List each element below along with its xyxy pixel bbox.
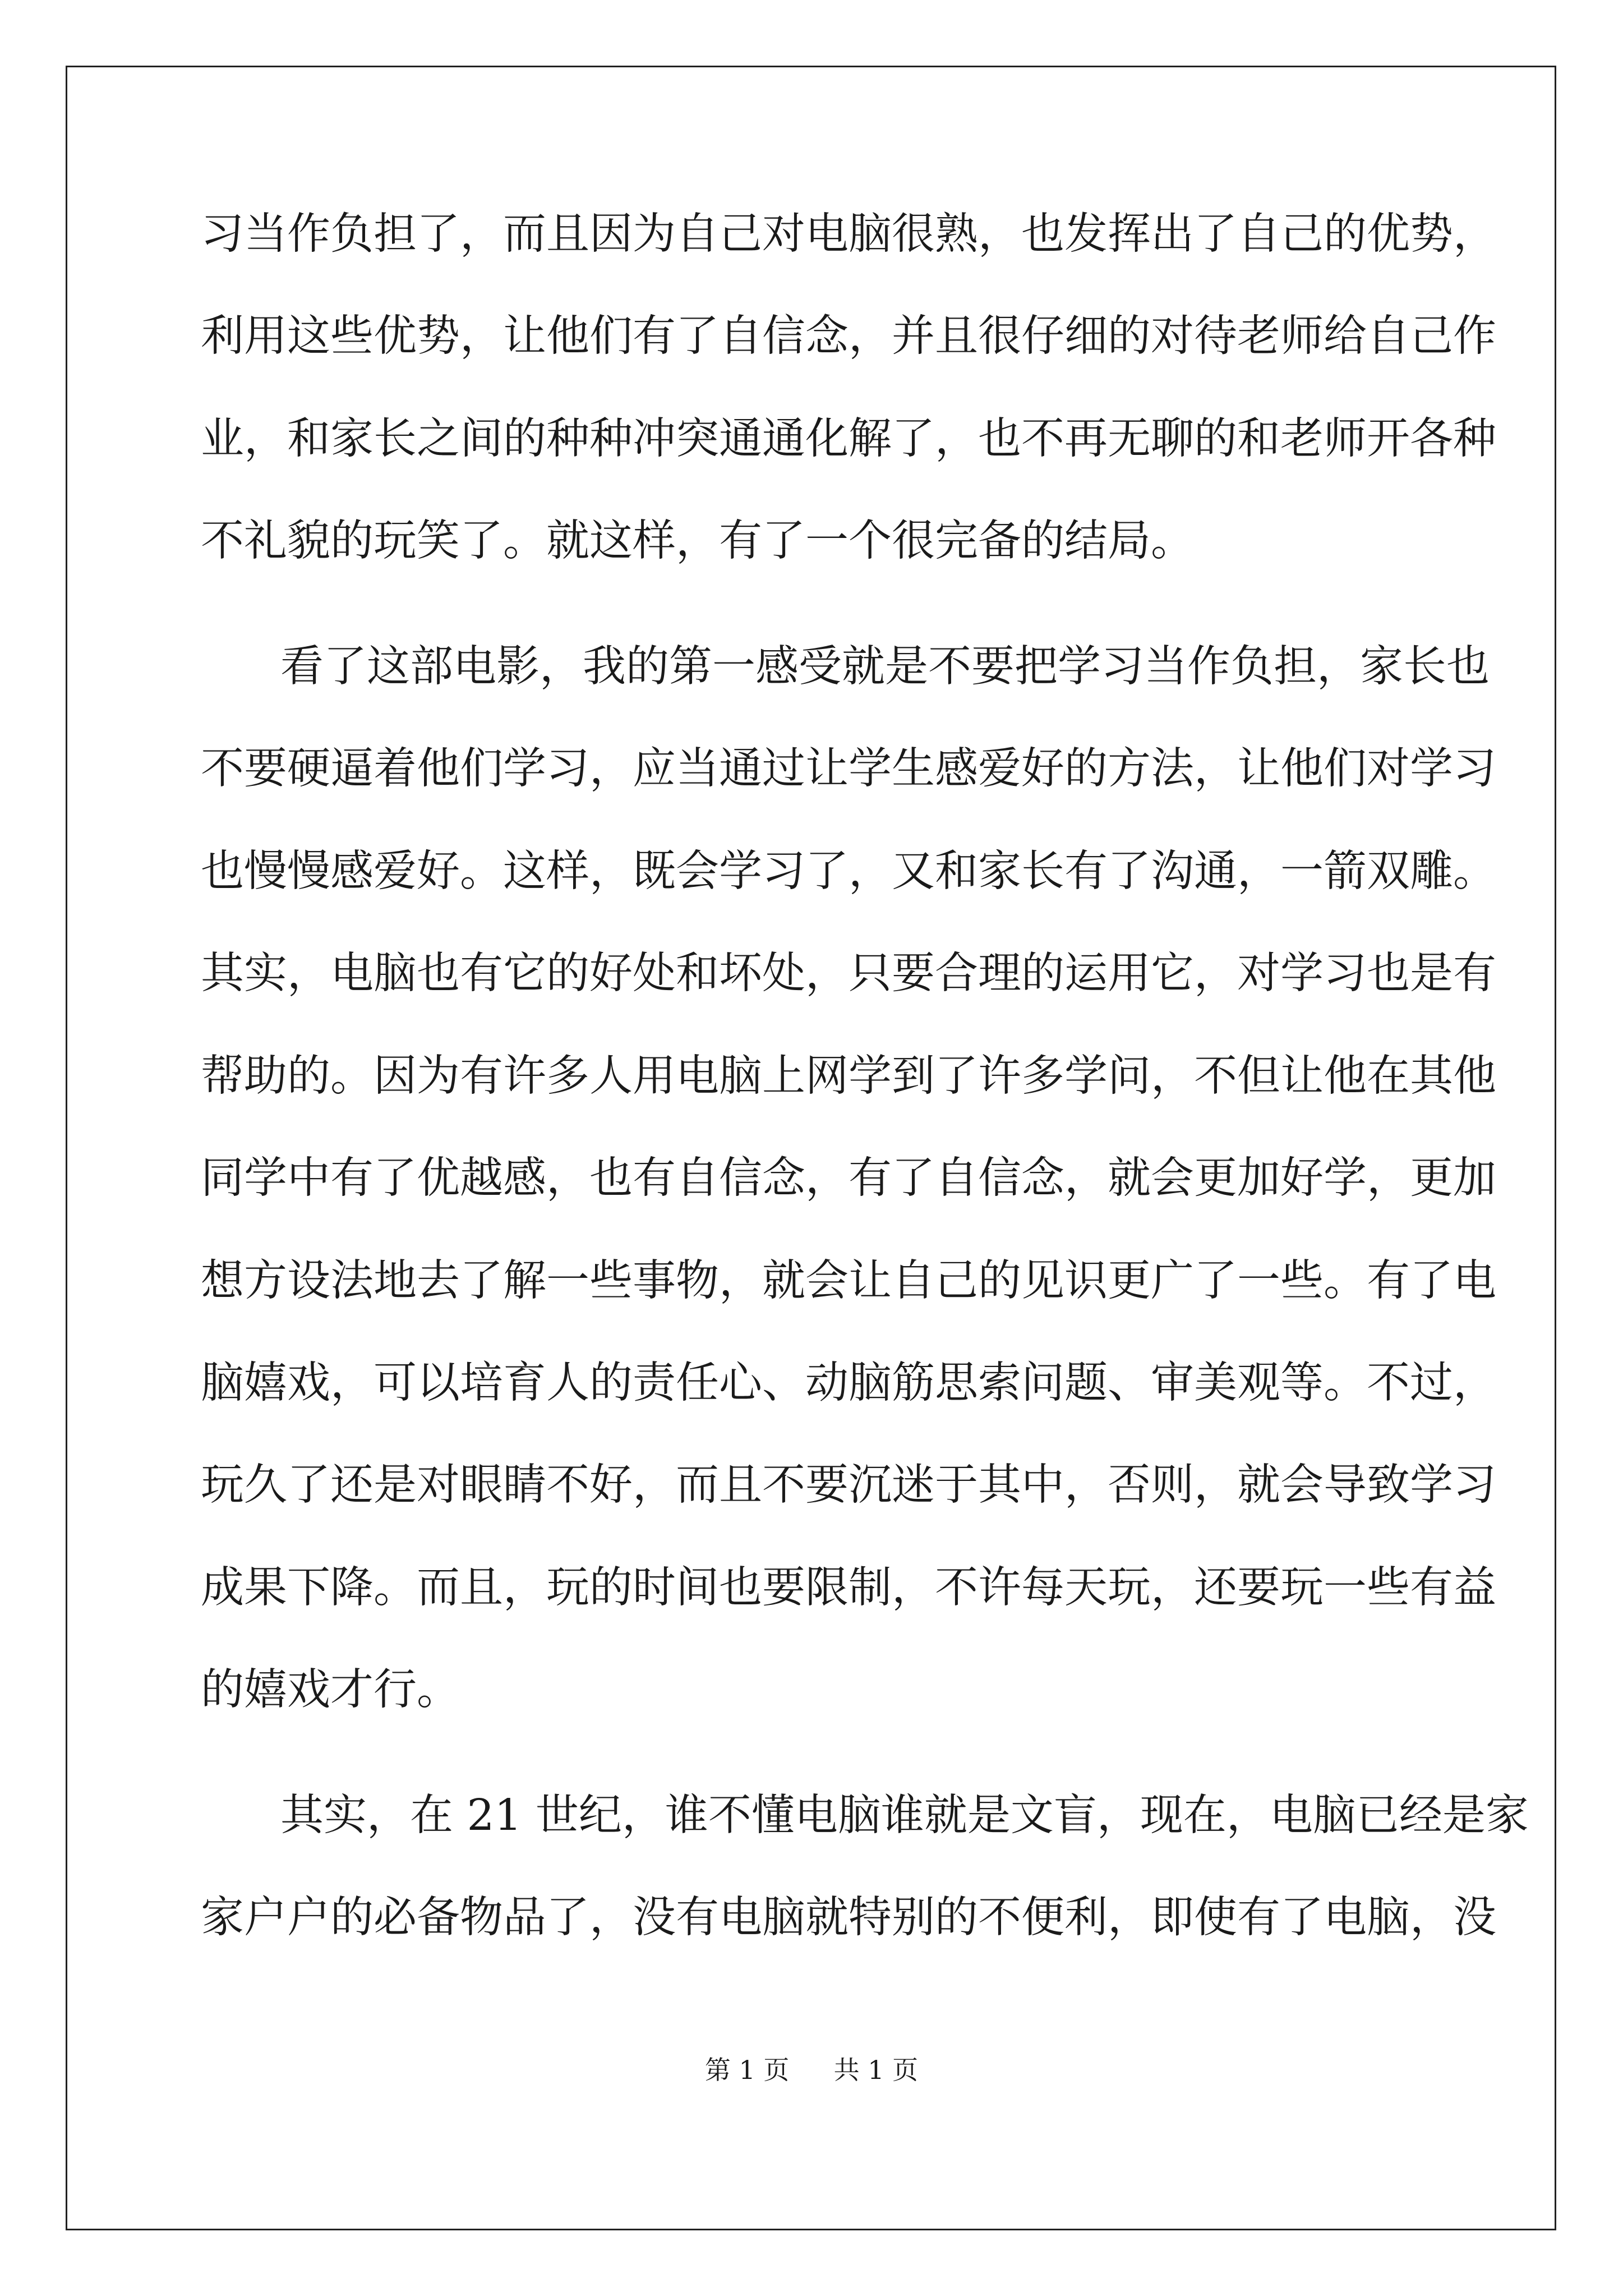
text-line: 玩久了还是对眼睛不好，而且不要沉迷于其中，否则，就会导致学习 [201,1460,1496,1510]
text-line: 的嬉戏才行。 [201,1665,460,1715]
text-line: 帮助的。因为有许多人用电脑上网学到了许多学问，不但让他在其他 [201,1051,1496,1101]
text-line: 想方设法地去了解一些事物，就会让自己的见识更广了一些。有了电 [201,1256,1496,1306]
paragraph-start-line: 其实，在 21 世纪，谁不懂电脑谁就是文盲，现在，电脑已经是家 [280,1791,1529,1841]
text-line: 业，和家长之间的种种冲突通通化解了，也不再无聊的和老师开各种 [201,414,1496,464]
text-line: 不要硬逼着他们学习，应当通过让学生感爱好的方法，让他们对学习 [201,744,1496,794]
text-line: 成果下降。而且，玩的时间也要限制，不许每天玩，还要玩一些有益 [201,1563,1496,1613]
text-line: 利用这些优势，让他们有了自信念，并且很仔细的对待老师给自己作 [201,311,1496,361]
page-footer [0,2053,1623,2087]
text-line: 家户户的必备物品了，没有电脑就特别的不便利，即使有了电脑，没 [201,1893,1496,1943]
text-line: 习当作负担了，而且因为自己对电脑很熟，也发挥出了自己的优势， [201,209,1496,259]
text-line: 不礼貌的玩笑了。就这样，有了一个很完备的结局。 [201,516,1194,566]
total-pages: 共 1 页 [833,2055,919,2085]
text-line: 脑嬉戏，可以培育人的责任心、动脑筋思索问题、审美观等。不过， [201,1358,1496,1408]
text-line: 也慢慢感爱好。这样，既会学习了，又和家长有了沟通，一箭双雕。 [201,846,1496,896]
text-line: 同学中有了优越感，也有自信念，有了自信念，就会更加好学，更加 [201,1153,1496,1203]
page-number: 第 1 页 [704,2055,790,2085]
text-line: 其实，电脑也有它的好处和坏处，只要合理的运用它，对学习也是有 [201,949,1496,999]
paragraph-start-line: 看了这部电影，我的第一感受就是不要把学习当作负担，家长也 [280,642,1490,692]
